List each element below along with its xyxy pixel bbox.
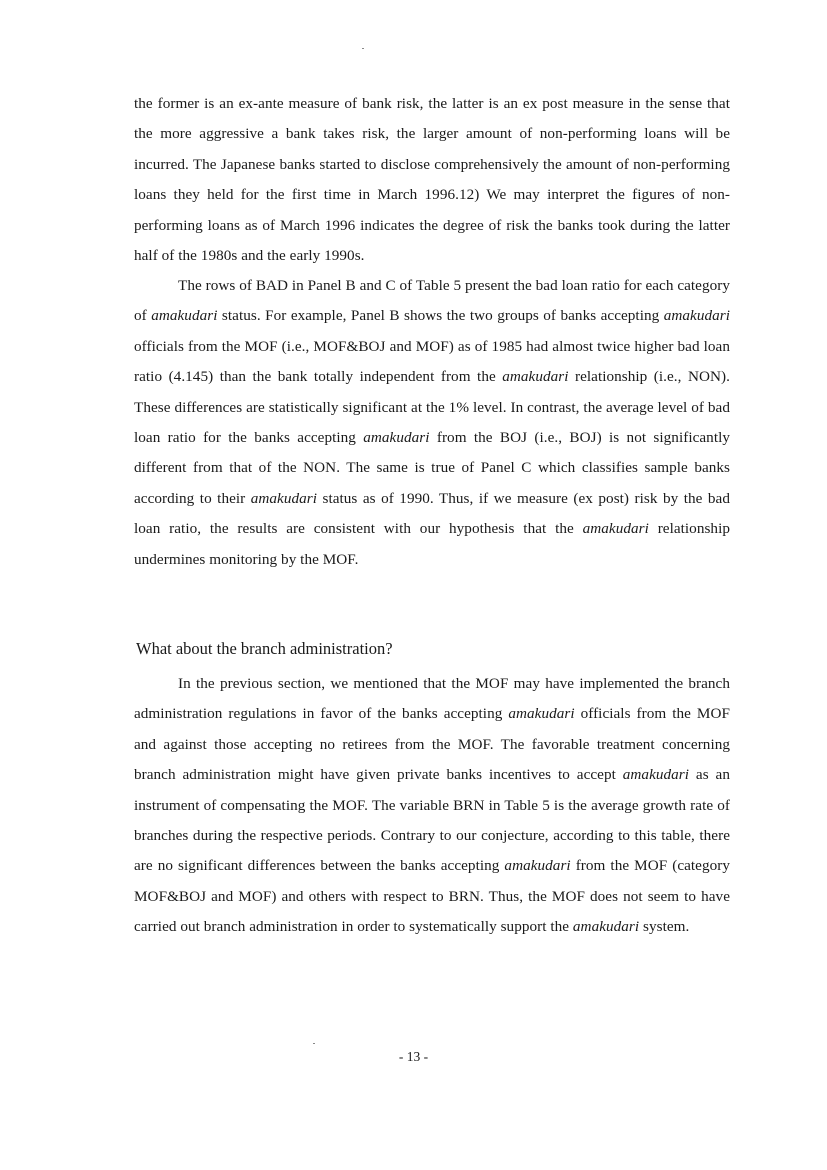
italic-term: amakudari [363, 429, 430, 447]
italic-term: amakudari [502, 368, 569, 386]
italic-term: amakudari [504, 857, 571, 875]
italic-term: amakudari [151, 307, 218, 325]
italic-term: amakudari [622, 766, 690, 784]
section-heading: What about the branch administration? [136, 639, 393, 658]
paragraph-1: the former is an ex-ante measure of bank risk, the latter is an ex post measure in the sense that the more aggressive a bank takes risk, the larger amount of non-performing loans will be incurred. The Japanese banks started to disclose comprehensively the amount of non-performing loans they held for the first time in March 1996.12) We may interpret the figures of non-performing loans as of March 1996 indicates the degree of risk the banks took during the latter half of the 1980s and the early 1990s. [134, 95, 730, 265]
paragraph-3-text: In the previous section, we mentioned that the MOF may have implemented the branch administration regulations in favor of the banks accepting [134, 675, 730, 723]
paragraph-3-block [134, 669, 730, 943]
italic-term: amakudari [663, 307, 730, 325]
paragraph-2 [134, 271, 730, 575]
scan-speck [313, 1043, 315, 1044]
paragraph-3 [134, 669, 730, 943]
paragraph-1-block [134, 89, 730, 271]
paragraph-2-text: status as of 1990. Thus, if we measure (ex post) risk by the bad loan ratio, the results are consistent with our hypothesis that the [134, 489, 730, 538]
paragraph-2-block [134, 271, 730, 575]
italic-term: amakudari [582, 520, 649, 538]
scan-speck [362, 48, 364, 49]
paragraph-3-text: officials from the MOF and against those accepting no retirees from the MOF. The favorable treatment concerning branch administration might have given private banks incentives to accept [134, 705, 730, 784]
paragraph-3-text: system. [639, 918, 690, 936]
paragraph-2-text: relationship undermines monitoring by the MOF. [134, 520, 730, 568]
paragraph-3-text: as an instrument of compensating the MOF. The variable BRN in Table 5 is the average growth rate of branches during the respective periods. Contrary to our conjecture, according to this table, there are no significant differences between the banks accepting [134, 766, 730, 875]
italic-term: amakudari [250, 489, 318, 507]
italic-term: amakudari [508, 705, 575, 723]
paragraph-2-text: The rows of BAD in Panel B and C of Table 5 present the bad loan ratio for each category of [134, 277, 730, 325]
page-number: - 13 - [398, 1049, 429, 1064]
paragraph-2-text: status. For example, Panel B shows the two groups of banks accepting [217, 307, 664, 325]
paragraph-2-text: officials from the MOF (i.e., MOF&BOJ and MOF) as of 1985 had almost twice higher bad loan ratio (4.145) than the bank totally independent from the [134, 337, 730, 386]
paragraph-2-text: relationship (i.e., NON). These differences are statistically significant at the 1% level. In contrast, the average level of bad loan ratio for the banks accepting [134, 368, 730, 447]
italic-term: amakudari [572, 918, 640, 936]
paragraph-2-text: from the BOJ (i.e., BOJ) is not significantly different from that of the NON. The same is true of Panel C which classifies sample banks according to their [134, 429, 731, 507]
paragraph-3-text: from the MOF (category MOF&BOJ and MOF) and others with respect to BRN. Thus, the MOF does not seem to have carried out branch administration in order to systematically support the [134, 857, 731, 936]
